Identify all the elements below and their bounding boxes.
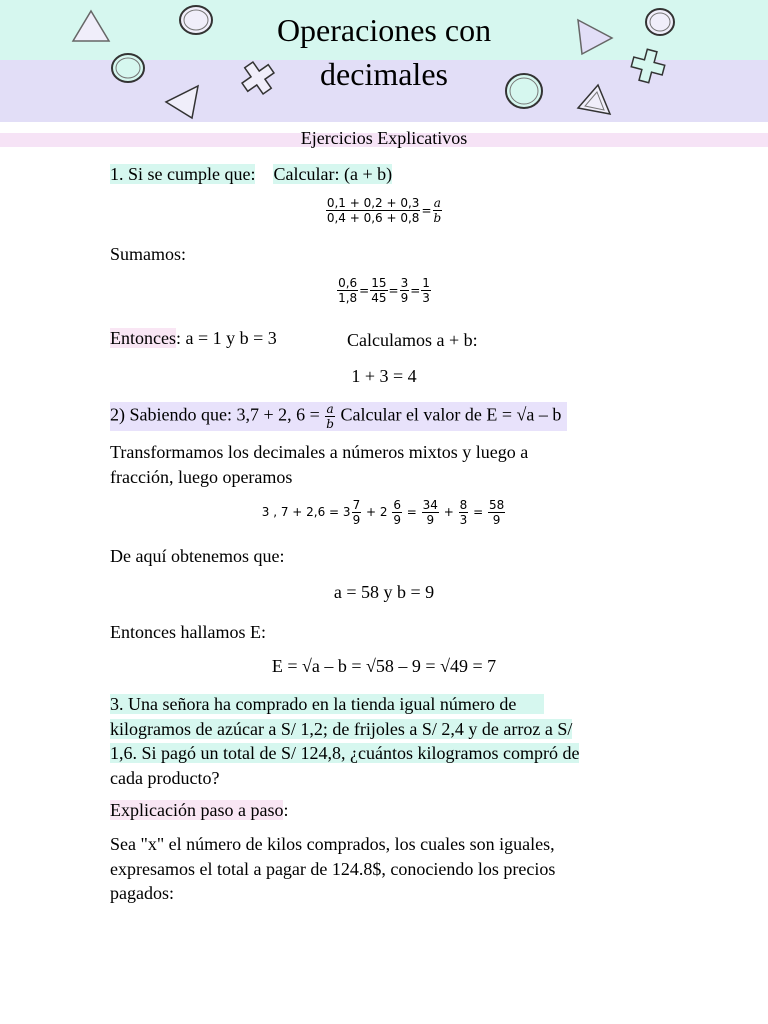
paragraph-line: Sea "x" el número de kilos comprados, los cuales son iguales, xyxy=(110,834,555,854)
fraction xyxy=(422,498,439,527)
formula-3 xyxy=(0,498,768,527)
then-line xyxy=(110,326,277,350)
fraction-denominator: 3 xyxy=(459,513,468,527)
fraction xyxy=(337,276,358,305)
exercise-1-prompt xyxy=(110,162,392,186)
paragraph-line: fracción, luego operamos xyxy=(110,466,293,487)
operator: + 2 xyxy=(362,505,392,519)
fraction-denominator: b xyxy=(326,417,334,431)
operator: = xyxy=(469,505,487,519)
fraction-denominator: 45 xyxy=(371,291,387,305)
ab-values: a = 58 y b = 9 xyxy=(333,582,435,602)
paragraph-line: pagados: xyxy=(110,883,174,903)
fraction-numerator: 7 xyxy=(352,498,361,512)
fraction xyxy=(400,276,410,305)
fraction xyxy=(352,498,362,527)
explain-colon: : xyxy=(283,800,289,820)
E-result: E = √a – b = √58 – 9 = √49 = 7 xyxy=(271,656,497,676)
transform-paragraph xyxy=(110,440,658,489)
fraction-denominator: 3 xyxy=(422,291,430,305)
fraction xyxy=(488,498,505,527)
paragraph-line: 3. Una señora ha comprado en la tienda igual número de xyxy=(110,694,544,714)
exercise-1-ask: Calcular: (a + b) xyxy=(273,164,393,184)
fraction-denominator: 9 xyxy=(400,291,409,305)
fraction-denominator: b xyxy=(433,211,442,225)
fraction-numerator: 15 xyxy=(371,276,387,290)
explain-label: Explicación paso a paso xyxy=(110,800,284,820)
fraction xyxy=(421,276,431,305)
fraction-numerator: 0,1 + 0,2 + 0,3 xyxy=(326,196,420,210)
fraction-denominator: 0,4 + 0,6 + 0,8 xyxy=(326,211,420,225)
fraction-denominator: 9 xyxy=(492,513,501,527)
operator: + xyxy=(439,505,458,519)
fraction-numerator: 3 xyxy=(400,276,409,290)
fraction-numerator: 1 xyxy=(422,276,430,290)
explain-line xyxy=(110,798,288,822)
exercise-2-prompt xyxy=(110,402,567,431)
fraction xyxy=(326,196,421,225)
fraction-denominator: 9 xyxy=(393,513,401,527)
fraction xyxy=(370,276,387,305)
exercise-3-problem xyxy=(110,692,658,790)
equation-lhs: 3 , 7 + 2,6 = 3 xyxy=(261,505,351,519)
sum-label: Sumamos: xyxy=(110,244,187,264)
fraction xyxy=(459,498,469,527)
obtain-label: De aquí obtenemos que: xyxy=(110,546,285,566)
exercise-2-prompt-post: Calcular el valor de E = √a – b xyxy=(335,404,562,425)
operator: = xyxy=(402,505,421,519)
fraction-numerator: 0,6 xyxy=(338,276,358,290)
fraction-denominator: 9 xyxy=(352,513,361,527)
fraction xyxy=(325,402,335,431)
fraction-numerator: a xyxy=(433,196,441,210)
title-line: Operaciones con xyxy=(276,12,492,48)
section-subtitle: Ejercicios Explicativos xyxy=(300,128,468,148)
fraction-numerator: a xyxy=(326,402,334,416)
fraction-numerator: 34 xyxy=(422,498,438,512)
fraction xyxy=(433,196,443,225)
formula-1: $\frac{0,1 + 0,2 + 0,3}{0,4 + 0,6 + 0,8}$ = $\frac{a}{b}$ xyxy=(326,196,442,225)
fraction-numerator: 8 xyxy=(459,498,468,512)
result-1: 1 + 3 = 4 xyxy=(351,366,417,386)
fraction-denominator: 9 xyxy=(426,513,435,527)
exercise-2-prompt-pre: 2) Sabiendo que: 3,7 + 2, 6 = xyxy=(110,404,325,425)
paragraph-line: expresamos el total a pagar de 124.8$, conociendo los precios xyxy=(110,858,556,879)
fraction-denominator: 1,8 xyxy=(338,291,358,305)
title-line: decimales xyxy=(320,56,448,92)
paragraph-line: 1,6. Si pagó un total de S/ 124,8, ¿cuántos kilogramos compró de xyxy=(110,743,580,763)
paragraph-line: kilogramos de azúcar a S/ 1,2; de frijoles a S/ 2,4 y de arroz a S/ xyxy=(110,718,573,739)
then-values: : a = 1 y b = 3 xyxy=(175,328,277,348)
paragraph-line: Transformamos los decimales a números mixtos y luego a xyxy=(110,442,529,462)
explain-paragraph xyxy=(110,832,658,906)
page-title xyxy=(0,8,768,96)
formula-2: $\frac{0,6}{1,8}$ = $\frac{15}{45}$ = $\frac{3}{9}$ = $\frac{1}{3}$ xyxy=(338,276,430,305)
fraction xyxy=(392,498,402,527)
fraction-numerator: 58 xyxy=(488,498,505,512)
exercise-1-label: 1. Si se cumple que: xyxy=(110,164,256,184)
fraction-numerator: 6 xyxy=(393,498,401,512)
find-label: Entonces hallamos E: xyxy=(110,622,266,642)
calc-label: Calculamos a + b: xyxy=(347,330,478,350)
paragraph-line: cada producto? xyxy=(110,767,220,788)
then-label: Entonces xyxy=(110,328,176,348)
